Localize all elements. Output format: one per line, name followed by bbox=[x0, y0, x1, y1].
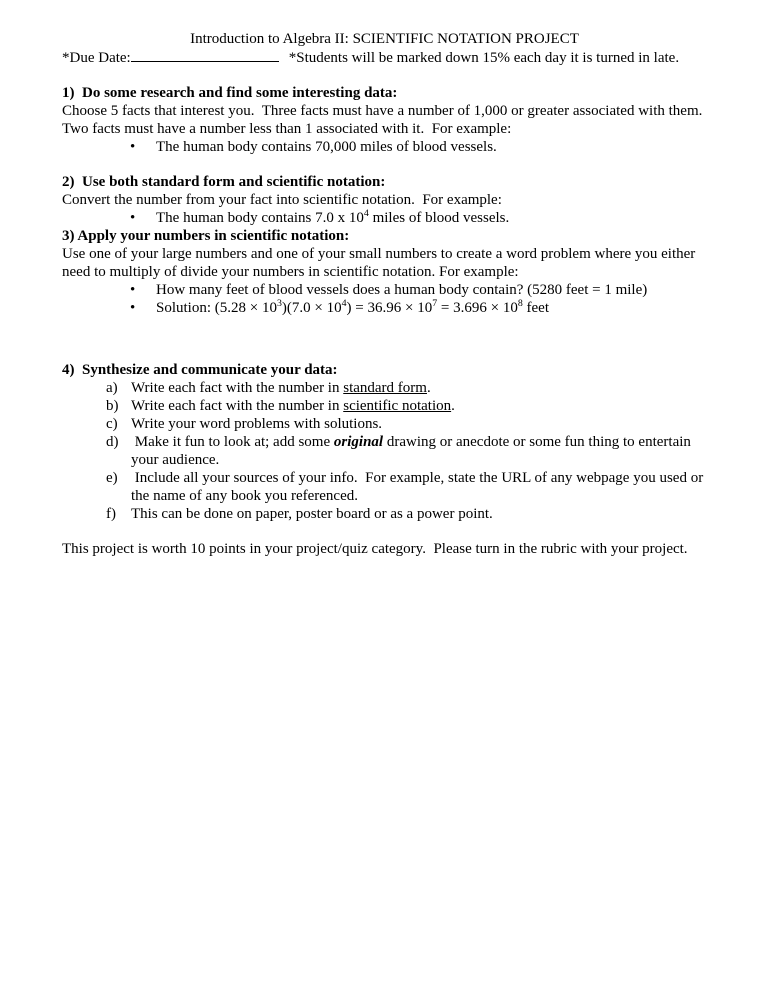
section-3 bbox=[62, 227, 707, 317]
section-4-heading: 4) Synthesize and communicate your data: bbox=[62, 362, 338, 378]
section-2-heading: 2) Use both standard form and scientific notation: bbox=[62, 174, 386, 190]
text-run: 4 bbox=[363, 208, 369, 219]
text-run: Write each fact with the number in bbox=[131, 380, 344, 396]
text-run: . bbox=[426, 380, 431, 396]
list-item-b bbox=[62, 397, 707, 415]
text-run: 3 bbox=[276, 298, 282, 309]
list-item-letter: f) bbox=[106, 506, 116, 522]
list-item-text bbox=[131, 379, 707, 397]
list-item-letter: e) bbox=[106, 470, 118, 486]
text-run: 7 bbox=[432, 298, 438, 309]
section-1-body: Choose 5 facts that interest you. Three facts must have a number of 1,000 or greater associated with them. Two facts must have a number less than 1 associated with it. For example: bbox=[62, 103, 710, 137]
late-policy-text: *Students will be marked down 15% each day it is turned in late. bbox=[288, 50, 680, 66]
text-run: scientific notation bbox=[343, 398, 452, 414]
bullet-marker: • bbox=[130, 210, 136, 226]
text-run: The human body contains 7.0 x 10 bbox=[156, 210, 364, 226]
text-run: 4 bbox=[341, 298, 347, 309]
bullet-item bbox=[62, 299, 707, 317]
section-2 bbox=[62, 173, 707, 227]
list-item-letter: a) bbox=[106, 380, 118, 396]
text-run: Make it fun to look at; add some bbox=[131, 434, 334, 450]
list-item-c bbox=[62, 415, 707, 433]
text-run: miles of blood vessels. bbox=[368, 210, 510, 226]
bullet-marker: • bbox=[130, 282, 136, 298]
text-run: Write your word problems with solutions. bbox=[131, 416, 383, 432]
text-run: This can be done on paper, poster board or as a power point. bbox=[131, 506, 493, 522]
text-run: feet bbox=[522, 300, 549, 316]
bullet-item bbox=[62, 281, 707, 299]
list-item-e bbox=[62, 469, 707, 505]
section-4 bbox=[62, 361, 707, 523]
bullet-marker: • bbox=[130, 300, 136, 316]
list-item-text bbox=[131, 415, 707, 433]
list-item-letter: c) bbox=[106, 416, 118, 432]
bullet-text bbox=[156, 209, 707, 227]
text-run: original bbox=[333, 434, 384, 450]
text-run: Include all your sources of your info. For example, state the URL of any webpage you used or the name of any book you referenced. bbox=[131, 470, 707, 504]
list-item-text bbox=[131, 433, 707, 469]
bullet-text: The human body contains 70,000 miles of blood vessels. bbox=[156, 139, 497, 155]
footer-note: This project is worth 10 points in your project/quiz category. Please turn in the rubric with your project. bbox=[62, 541, 688, 557]
text-run: drawing or anecdote or some fun thing to entertain your audience. bbox=[131, 434, 695, 468]
list-item-text bbox=[131, 397, 707, 415]
text-run: 8 bbox=[517, 298, 523, 309]
section-2-body: Convert the number from your fact into scientific notation. For example: bbox=[62, 192, 502, 208]
text-run: = 3.696 × 10 bbox=[437, 300, 518, 316]
section-3-heading: 3) Apply your numbers in scientific notation: bbox=[62, 228, 350, 244]
bullet-marker: • bbox=[130, 139, 136, 155]
list-item-text bbox=[131, 469, 707, 505]
list-item-letter: b) bbox=[106, 398, 119, 414]
section-1-heading: 1) Do some research and find some interesting data: bbox=[62, 85, 398, 101]
bullet-item bbox=[62, 138, 707, 156]
text-run: Solution: (5.28 × 10 bbox=[156, 300, 277, 316]
section-1 bbox=[62, 84, 710, 156]
due-date-blank bbox=[131, 48, 279, 62]
document-title: Introduction to Algebra II: SCIENTIFIC NOTATION PROJECT bbox=[190, 31, 579, 47]
text-run: . bbox=[451, 398, 455, 414]
due-date-label: *Due Date: bbox=[62, 50, 131, 66]
text-run: Write each fact with the number in bbox=[131, 398, 344, 414]
text-run: standard form bbox=[343, 380, 427, 396]
text-run: )(7.0 × 10 bbox=[281, 300, 342, 316]
bullet-text bbox=[156, 299, 707, 317]
due-date-line bbox=[62, 48, 707, 67]
section-3-body: Use one of your large numbers and one of your small numbers to create a word problem where you either need to multiply of divide your numbers in scientific notation. For example: bbox=[62, 246, 700, 280]
text-run: ) = 36.96 × 10 bbox=[346, 300, 433, 316]
list-item-letter: d) bbox=[106, 434, 119, 450]
bullet-text: How many feet of blood vessels does a human body contain? (5280 feet = 1 mile) bbox=[156, 282, 648, 298]
list-item-f bbox=[62, 505, 707, 523]
bullet-item bbox=[62, 209, 707, 227]
list-item-text bbox=[131, 505, 707, 523]
list-item-d bbox=[62, 433, 707, 469]
list-item-a bbox=[62, 379, 707, 397]
